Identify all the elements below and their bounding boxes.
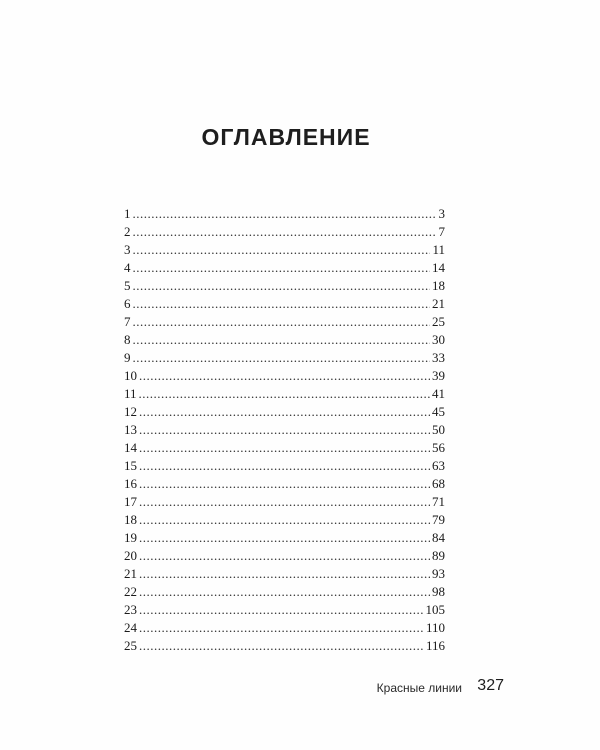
toc-entry <box>124 511 445 529</box>
toc-entry <box>124 223 445 241</box>
toc-chapter-number: 13 <box>124 422 137 437</box>
toc-chapter-number: 19 <box>124 530 137 545</box>
toc-leader-dots <box>133 313 431 331</box>
toc-leader-dots <box>139 421 430 439</box>
toc-leader-dots <box>139 439 430 457</box>
toc-leader-dots <box>139 385 430 403</box>
toc-entry <box>124 439 445 457</box>
toc-entry <box>124 547 445 565</box>
toc-entry <box>124 421 445 439</box>
toc-entry <box>124 637 445 655</box>
toc-page-number: 11 <box>432 242 445 257</box>
toc-page-number: 71 <box>432 494 445 509</box>
toc-page-number: 25 <box>432 314 445 329</box>
toc-page-number: 45 <box>432 404 445 419</box>
toc-page-number: 30 <box>432 332 445 347</box>
toc-leader-dots <box>133 259 431 277</box>
toc-page-number: 98 <box>432 584 445 599</box>
toc-leader-dots <box>139 367 430 385</box>
page-title: ОГЛАВЛЕНИЕ <box>201 124 371 150</box>
toc-page-number: 7 <box>438 224 445 239</box>
toc-chapter-number: 12 <box>124 404 137 419</box>
toc-chapter-number: 20 <box>124 548 137 563</box>
toc-entry <box>124 457 445 475</box>
toc-leader-dots <box>133 205 437 223</box>
toc-page-number: 68 <box>432 476 445 491</box>
toc-page-number: 116 <box>425 638 445 653</box>
page-number: 327 <box>477 677 504 694</box>
toc-chapter-number: 16 <box>124 476 137 491</box>
toc-entry <box>124 295 445 313</box>
toc-leader-dots <box>139 529 430 547</box>
toc-entry <box>124 493 445 511</box>
toc-leader-dots <box>139 511 430 529</box>
toc-chapter-number: 9 <box>124 350 131 365</box>
toc-entry <box>124 385 445 403</box>
toc-entry <box>124 619 445 637</box>
toc-page-number: 33 <box>432 350 445 365</box>
toc-entry <box>124 367 445 385</box>
toc-leader-dots <box>139 547 430 565</box>
toc-leader-dots <box>139 403 430 421</box>
toc-chapter-number: 24 <box>124 620 137 635</box>
toc-page-number: 3 <box>438 206 445 221</box>
toc-entry <box>124 475 445 493</box>
toc-leader-dots <box>133 223 437 241</box>
toc-leader-dots <box>139 637 424 655</box>
toc-chapter-number: 14 <box>124 440 137 455</box>
toc-chapter-number: 6 <box>124 296 131 311</box>
toc-leader-dots <box>139 493 430 511</box>
toc-page-number: 39 <box>432 368 445 383</box>
toc-page-number: 56 <box>432 440 445 455</box>
running-footer-title: Красные линии <box>376 681 462 695</box>
toc-chapter-number: 2 <box>124 224 131 239</box>
toc-leader-dots <box>139 457 430 475</box>
toc-chapter-number: 4 <box>124 260 131 275</box>
toc-entry <box>124 259 445 277</box>
toc-page-number: 63 <box>432 458 445 473</box>
toc-page-number: 14 <box>432 260 445 275</box>
toc-entry <box>124 565 445 583</box>
toc-leader-dots <box>139 583 430 601</box>
toc-entry <box>124 277 445 295</box>
toc-entry <box>124 313 445 331</box>
toc-leader-dots <box>133 277 431 295</box>
toc-leader-dots <box>139 475 430 493</box>
toc-entry <box>124 601 445 619</box>
toc-chapter-number: 22 <box>124 584 137 599</box>
toc-leader-dots <box>133 241 431 259</box>
toc-chapter-number: 11 <box>124 386 137 401</box>
table-of-contents <box>124 205 445 655</box>
toc-entry <box>124 349 445 367</box>
toc-leader-dots <box>139 619 424 637</box>
toc-entry <box>124 331 445 349</box>
toc-page-number: 84 <box>432 530 445 545</box>
toc-chapter-number: 25 <box>124 638 137 653</box>
toc-chapter-number: 7 <box>124 314 131 329</box>
toc-page-number: 18 <box>432 278 445 293</box>
toc-leader-dots <box>139 565 430 583</box>
toc-chapter-number: 23 <box>124 602 137 617</box>
toc-page-number: 21 <box>432 296 445 311</box>
toc-leader-dots <box>133 349 431 367</box>
toc-entry <box>124 583 445 601</box>
toc-chapter-number: 17 <box>124 494 137 509</box>
toc-page-number: 93 <box>432 566 445 581</box>
toc-entry <box>124 529 445 547</box>
toc-page-number: 105 <box>425 602 445 617</box>
toc-chapter-number: 10 <box>124 368 137 383</box>
toc-page-number: 89 <box>432 548 445 563</box>
toc-chapter-number: 18 <box>124 512 137 527</box>
toc-chapter-number: 5 <box>124 278 131 293</box>
toc-entry <box>124 241 445 259</box>
toc-leader-dots <box>133 295 431 313</box>
toc-page-number: 110 <box>425 620 445 635</box>
toc-page-number: 79 <box>432 512 445 527</box>
toc-leader-dots <box>139 601 424 619</box>
toc-leader-dots <box>133 331 431 349</box>
toc-page-number: 41 <box>432 386 445 401</box>
toc-page-number: 50 <box>432 422 445 437</box>
toc-chapter-number: 21 <box>124 566 137 581</box>
toc-chapter-number: 8 <box>124 332 131 347</box>
toc-entry <box>124 403 445 421</box>
toc-chapter-number: 15 <box>124 458 137 473</box>
toc-chapter-number: 1 <box>124 206 131 221</box>
toc-entry <box>124 205 445 223</box>
toc-chapter-number: 3 <box>124 242 131 257</box>
